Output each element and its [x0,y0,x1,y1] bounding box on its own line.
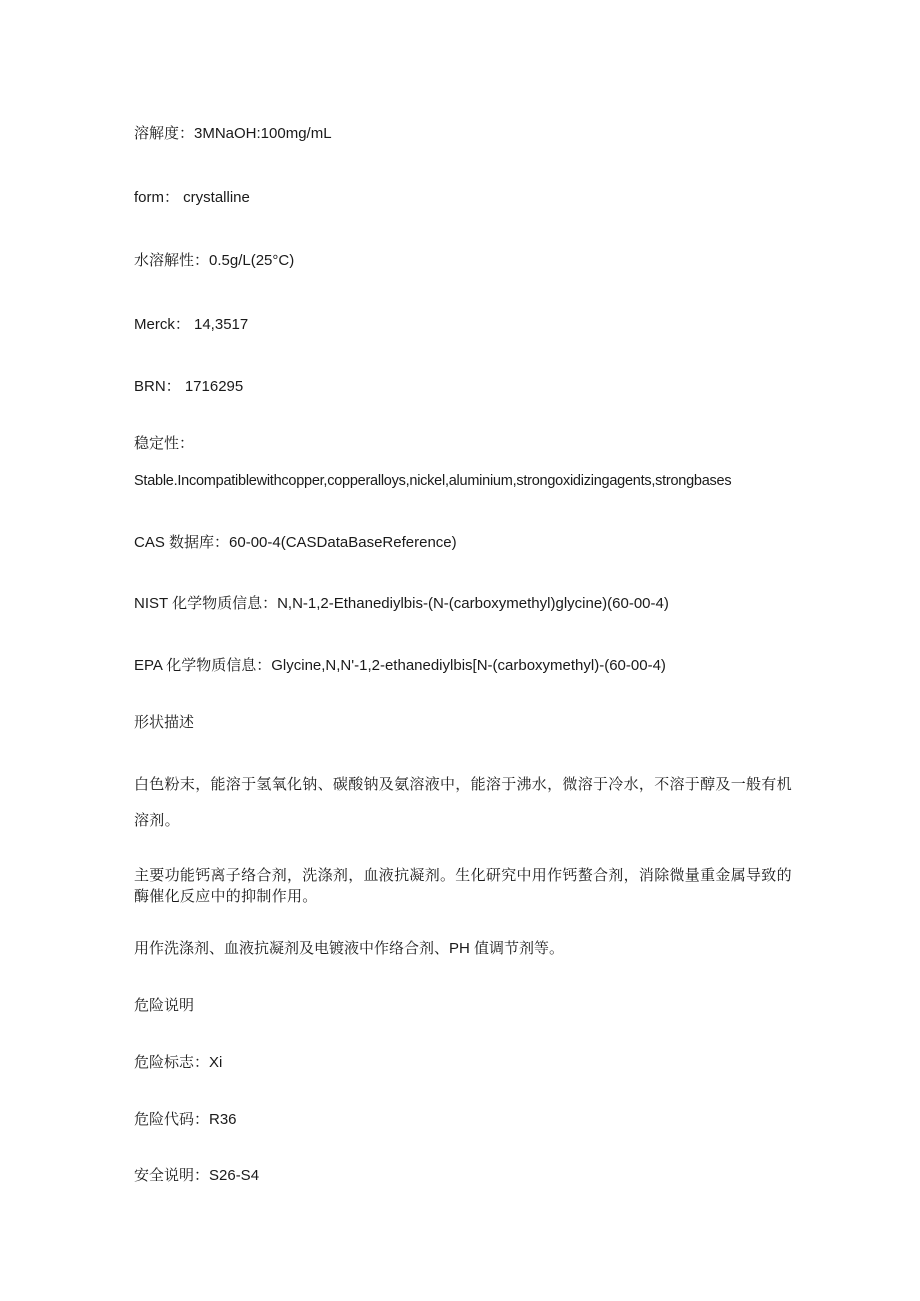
nist-line: NIST 化学物质信息：N,N-1,2-Ethanediylbis-(N-(carboxymethyl)glycine)(60-00-4) [134,595,669,612]
hazard-code-line: 危险代码：R36 [134,1111,237,1128]
hazard-symbol-line: 危险标志：Xi [134,1054,223,1071]
safety-line: 安全说明：S26-S4 [134,1167,260,1184]
usage-line: 用作洗涤剂、血液抗凝剂及电镀液中作络合剂、PH 值调节剂等。 [134,940,565,957]
form-line: form： crystalline [134,189,250,206]
hazard-heading: 危险说明 [134,997,195,1014]
cas-line: CAS 数据库：60-00-4(CASDataBaseReference) [134,534,457,551]
shape-heading: 形状描述 [134,714,195,731]
function-description: 主要功能钙离子络合剂，洗涤剂，血液抗凝剂。生化研究中用作钙螯合剂，消除微量重金属导致的酶催化反应中的抑制作用。 [134,867,792,905]
solubility-line: 溶解度：3MNaOH:100mg/mL [134,125,332,142]
merck-line: Merck： 14,3517 [134,316,249,333]
shape-description: 白色粉末，能溶于氢氧化钠、碳酸钠及氨溶液中，能溶于沸水，微溶于冷水，不溶于醇及一般有机溶剂。 [134,776,792,829]
brn-line: BRN： 1716295 [134,378,244,395]
water-solubility-line: 水溶解性：0.5g/L(25°C) [134,252,295,269]
epa-line: EPA 化学物质信息：Glycine,N,N'-1,2-ethanediylbis[N-(carboxymethyl)-(60-00-4) [134,657,666,674]
stability-label: 稳定性： [134,435,195,452]
stability-text: Stable.Incompatiblewithcopper,copperalloys,nickel,aluminium,strongoxidizingagents,strongbases [134,473,732,489]
